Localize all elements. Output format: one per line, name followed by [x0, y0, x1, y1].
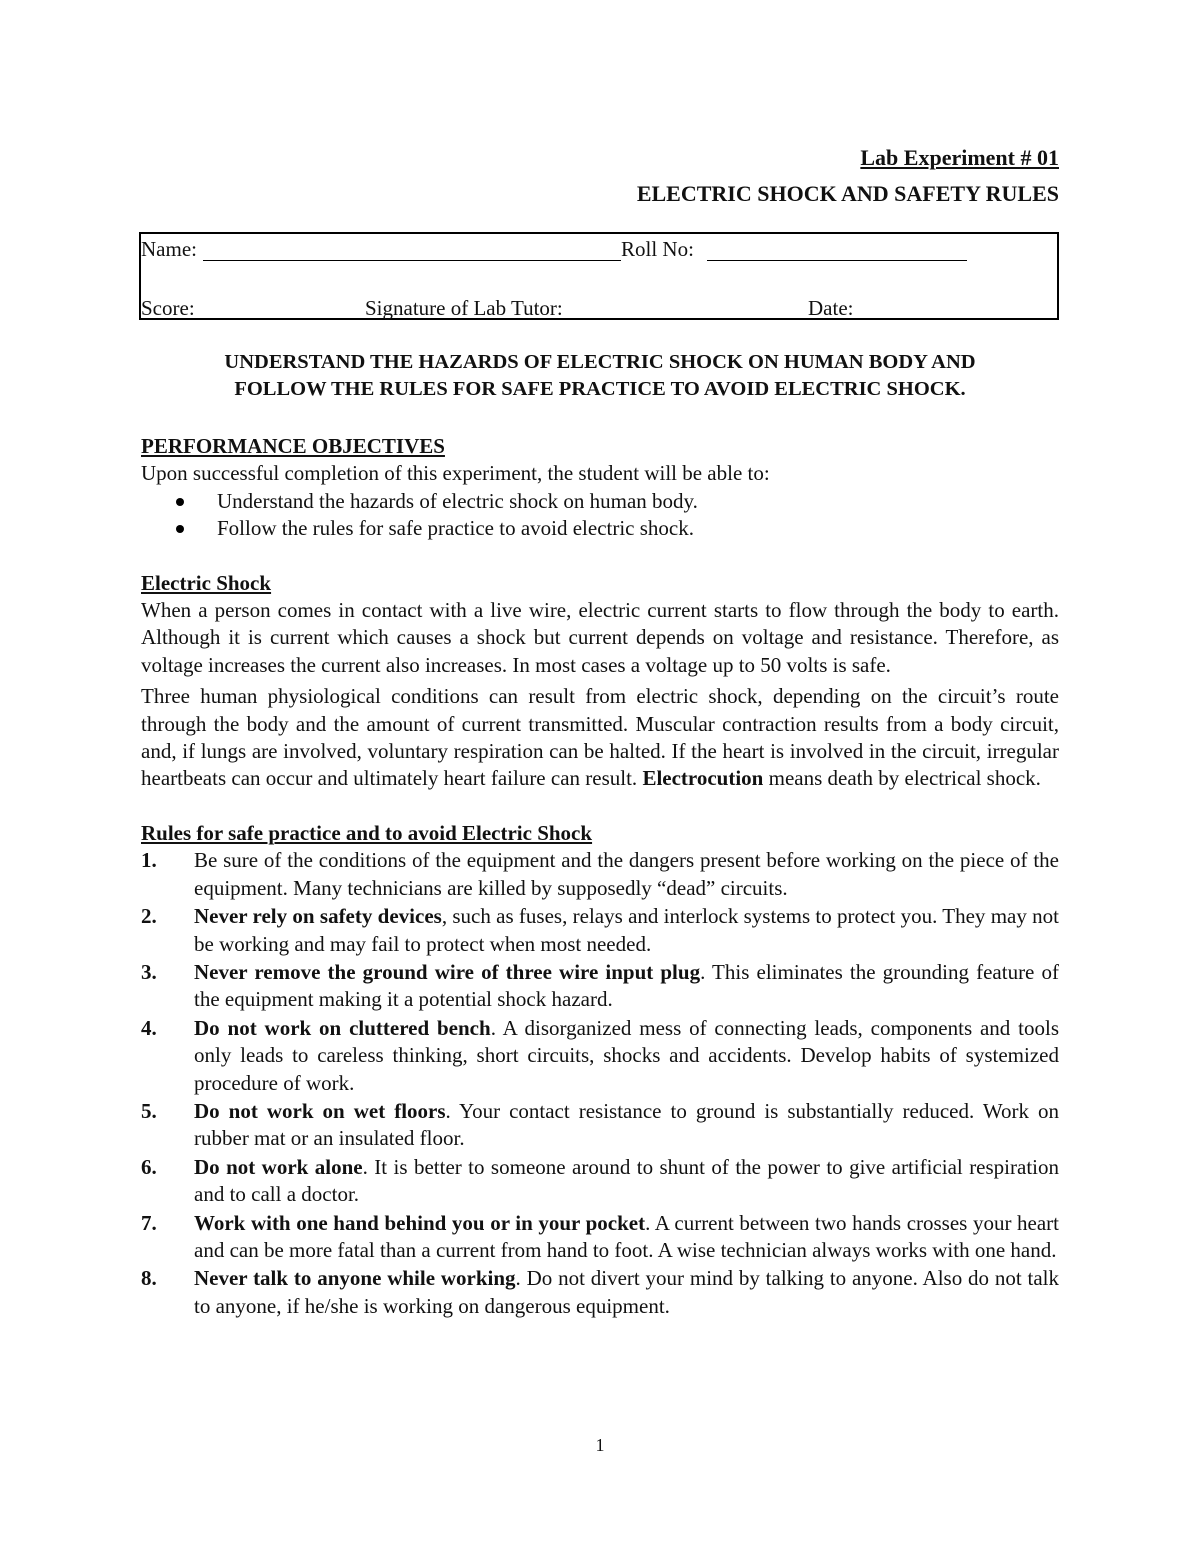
- list-item: Understand the hazards of electric shock on human body.: [141, 488, 1059, 515]
- rules-heading: Rules for safe practice and to avoid Electric Shock: [141, 820, 593, 845]
- name-field[interactable]: [203, 240, 621, 261]
- student-info-box: [139, 232, 1059, 320]
- lab-title: ELECTRIC SHOCK AND SAFETY RULES: [636, 181, 1059, 206]
- aim-line-1: UNDERSTAND THE HAZARDS OF ELECTRIC SHOCK ON HUMAN BODY AND: [224, 351, 976, 373]
- list-item: 7. Work with one hand behind you or in your pocket. A current between two hands crosses your heart and can be more fatal than a current from hand to foot. A wise technician always works with one hand.: [141, 1210, 1060, 1262]
- roll-field[interactable]: [707, 240, 967, 261]
- objectives-heading: PERFORMANCE OBJECTIVES: [141, 434, 445, 458]
- list-item: 4. Do not work on cluttered bench. A disorganized mess of connecting leads, components and tools only leads to careless thinking, short circuits, shocks and accidents. Develop habits of systemized procedure of work.: [141, 1015, 1059, 1095]
- page-number: 1: [595, 1435, 605, 1455]
- list-item: 5. Do not work on wet floors. Your contact resistance to ground is substantially reduced. Work on rubber mat or an insulated floor.: [141, 1098, 1060, 1151]
- list-item: 8. Never talk to anyone while working. Do not divert your mind by talking to anyone. Also do not talk to anyone, if he/she is working on dangerous equipment.: [141, 1266, 1059, 1318]
- rules-list: [141, 847, 1059, 1320]
- electric-shock-paragraph-1: When a person comes in contact with a live wire, electric current starts to flow through the body to earth. Although it is current which causes a shock but current depends on voltage and resistance. Therefore, as voltage increases the current also increases. In most cases a voltage up to 50 volts is safe.: [141, 598, 1059, 677]
- document-header: [141, 140, 1059, 212]
- objectives-intro: Upon successful completion of this experiment, the student will be able to:: [141, 461, 770, 486]
- list-item: 2. Never rely on safety devices, such as fuses, relays and interlock systems to protect you. They may not be working and may fail to protect when most needed.: [141, 904, 1060, 956]
- list-item: 3. Never remove the ground wire of three wire input plug. This eliminates the grounding feature of the equipment making it a potential shock hazard.: [141, 959, 1059, 1012]
- bullet-icon: [176, 498, 184, 506]
- electric-shock-paragraph-2: Three human physiological conditions can result from electric shock, depending on the circuit’s route through the body and the amount of current transmitted. Muscular contraction results from a body circuit, and, if lungs are involved, voluntary respiration can be halted. If the heart is involved in the circuit, irregular heartbeats can occur and ultimately heart failure can result. Electrocution means death by electrical shock.: [141, 684, 1059, 791]
- list-item: 1. Be sure of the conditions of the equipment and the dangers present before working on the piece of the equipment. Many technicians are killed by supposedly “dead” circuits.: [141, 848, 1059, 900]
- list-item: 6. Do not work alone. It is better to someone around to shunt of the power to give artificial respiration and to call a doctor.: [141, 1154, 1059, 1207]
- experiment-aim: [141, 349, 1059, 403]
- signature-label: Signature of Lab Tutor:: [365, 296, 563, 320]
- lab-number: Lab Experiment # 01: [860, 145, 1059, 170]
- list-item: Follow the rules for safe practice to avoid electric shock.: [141, 515, 1059, 542]
- score-label: Score:: [141, 296, 195, 320]
- date-label: Date:: [808, 296, 854, 320]
- aim-line-2: FOLLOW THE RULES FOR SAFE PRACTICE TO AVOID ELECTRIC SHOCK.: [234, 378, 966, 400]
- electric-shock-heading: Electric Shock: [141, 570, 272, 595]
- name-label: Name:: [141, 237, 197, 261]
- objectives-list: [141, 488, 1059, 543]
- document-page: [141, 140, 1059, 1321]
- bullet-icon: [176, 525, 184, 533]
- electrocution-term: Electrocution: [642, 766, 764, 791]
- roll-label: Roll No:: [621, 237, 694, 261]
